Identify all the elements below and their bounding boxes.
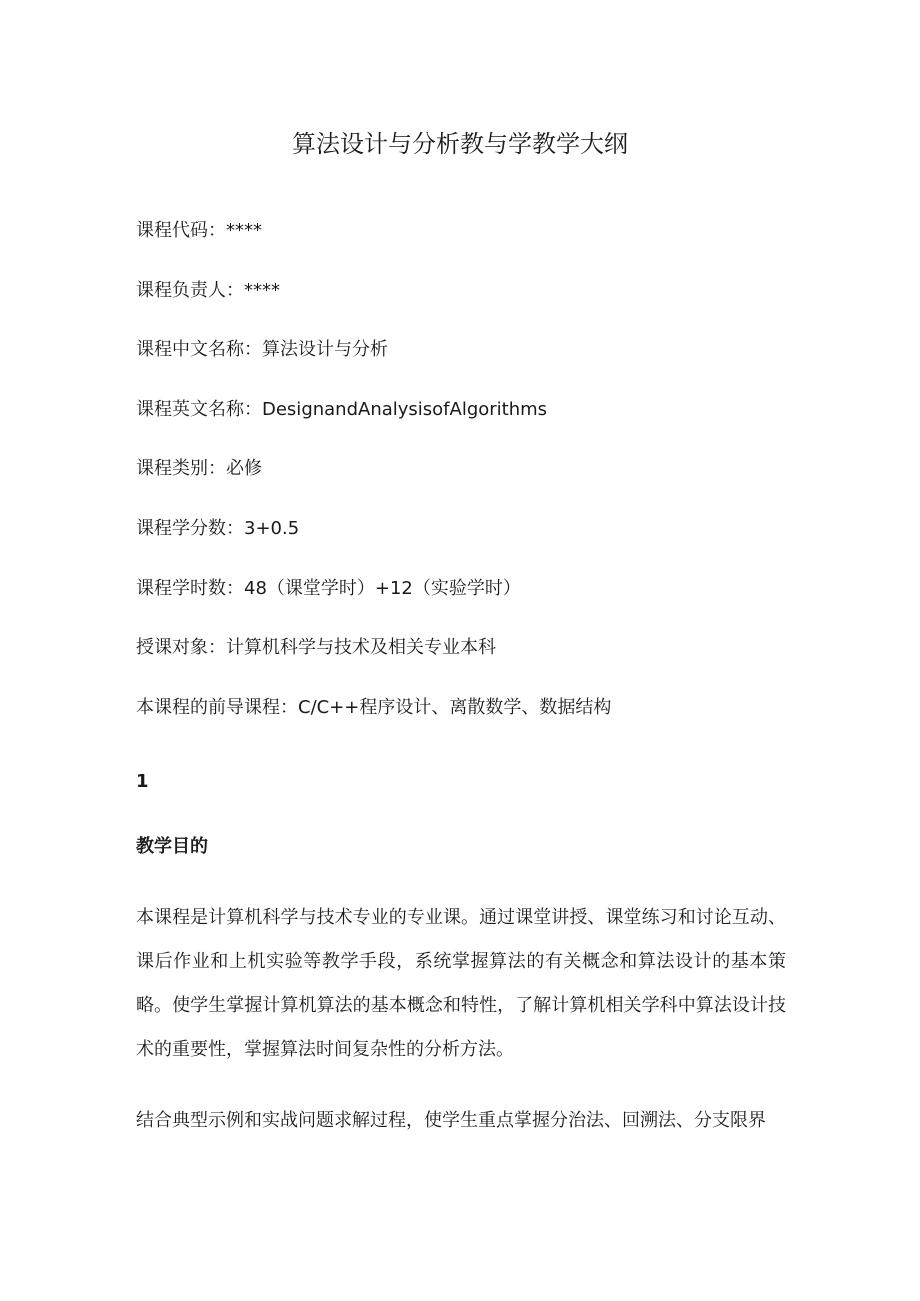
course-chinese-name: 课程中文名称：算法设计与分析 (136, 339, 388, 360)
target-audience: 授课对象：计算机科学与技术及相关专业本科 (136, 637, 496, 658)
prerequisite-courses: 本课程的前导课程：C/C++程序设计、离散数学、数据结构 (136, 697, 612, 718)
course-code: 课程代码：**** (136, 220, 262, 241)
paragraph: 结合典型示例和实战问题求解过程，使学生重点掌握分治法、回溯法、分支限界 (136, 1110, 766, 1131)
course-english-name: 课程英文名称：DesignandAnalysisofAlgorithms (136, 399, 548, 420)
course-category: 课程类别：必修 (136, 458, 262, 479)
document-title: 算法设计与分析教与学教学大纲 (292, 130, 628, 158)
course-hours: 课程学时数：48（课堂学时）+12（实验学时） (136, 578, 521, 599)
section-heading: 教学目的 (136, 836, 208, 857)
paragraph: 本课程是计算机科学与技术专业的专业课。通过课堂讲授、课堂练习和讨论互动、课后作业和上机实验等教学手段，系统掌握算法的有关概念和算法设计的基本策略。使学生掌握计算机算法的基本概念和特性，了解计算机相关学科中算法设计技术的重要性，掌握算法时间复杂性的分析方法。 (136, 907, 786, 1060)
course-credits: 课程学分数：3+0.5 (136, 518, 300, 539)
course-owner: 课程负责人：**** (136, 280, 280, 301)
section-number: 1 (136, 771, 149, 792)
